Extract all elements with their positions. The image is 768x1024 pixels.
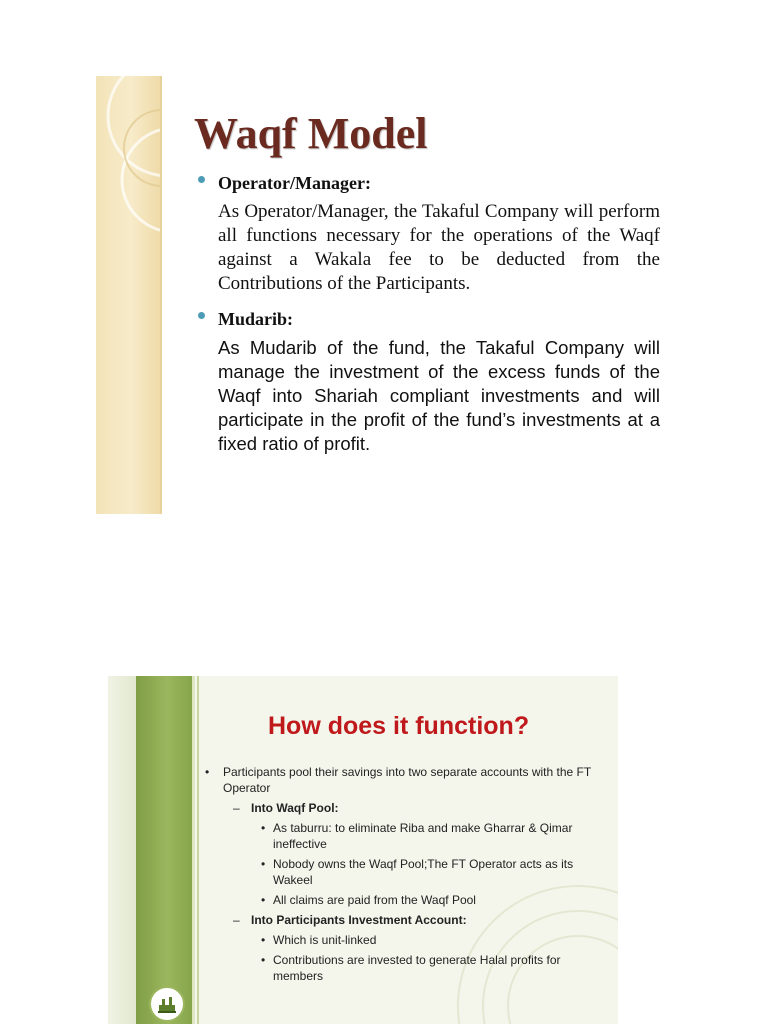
item-text: As Mudarib of the fund, the Takaful Company will manage the investment of the excess funds of the Waqf into Shariah compliant investments and will participate in the profit of the fund’s investments at a fixed ratio of profit. [218,337,660,454]
bullet-icon [198,176,205,183]
decorative-circles-icon [96,76,160,514]
slide-how-does-it-function [108,676,618,1024]
list-item: • All claims are paid from the Waqf Pool [203,892,613,908]
crest-logo-icon [149,986,185,1022]
list-item-operator [198,172,660,296]
slide-waqf-model [96,76,676,516]
list-item-mudarib [198,308,660,456]
list-item: • Which is unit-linked [203,932,613,948]
item-heading: Operator/Manager: [218,173,371,193]
item-text: As Operator/Manager, the Takaful Company will perform all functions necessary for the operations of the Waqf against a Wakala fee to be deducted from the Contributions of the Participants. [218,201,660,294]
decorative-stripe [108,676,136,1024]
slide-body [198,172,660,456]
sub-heading-waqf-pool: – Into Waqf Pool: [203,800,613,816]
slide-body [203,764,613,988]
decorative-side-band [96,76,162,514]
sub-heading-investment-account: – Into Participants Investment Account: [203,912,613,928]
list-item: • As taburru: to eliminate Riba and make Gharrar & Qimar ineffective [203,820,613,852]
slide-title: How does it function? [268,712,530,740]
bullet-icon [198,312,205,319]
list-item: • Nobody owns the Waqf Pool;The FT Operator acts as its Wakeel [203,856,613,888]
decorative-green-band [136,676,195,1024]
item-heading: Mudarib: [218,309,294,329]
slide-title: Waqf Model [194,109,428,158]
list-item: • Participants pool their savings into two separate accounts with the FT Operator [203,764,613,796]
band-divider [197,676,199,1024]
list-item: • Contributions are invested to generate Halal profits for members [203,952,613,984]
